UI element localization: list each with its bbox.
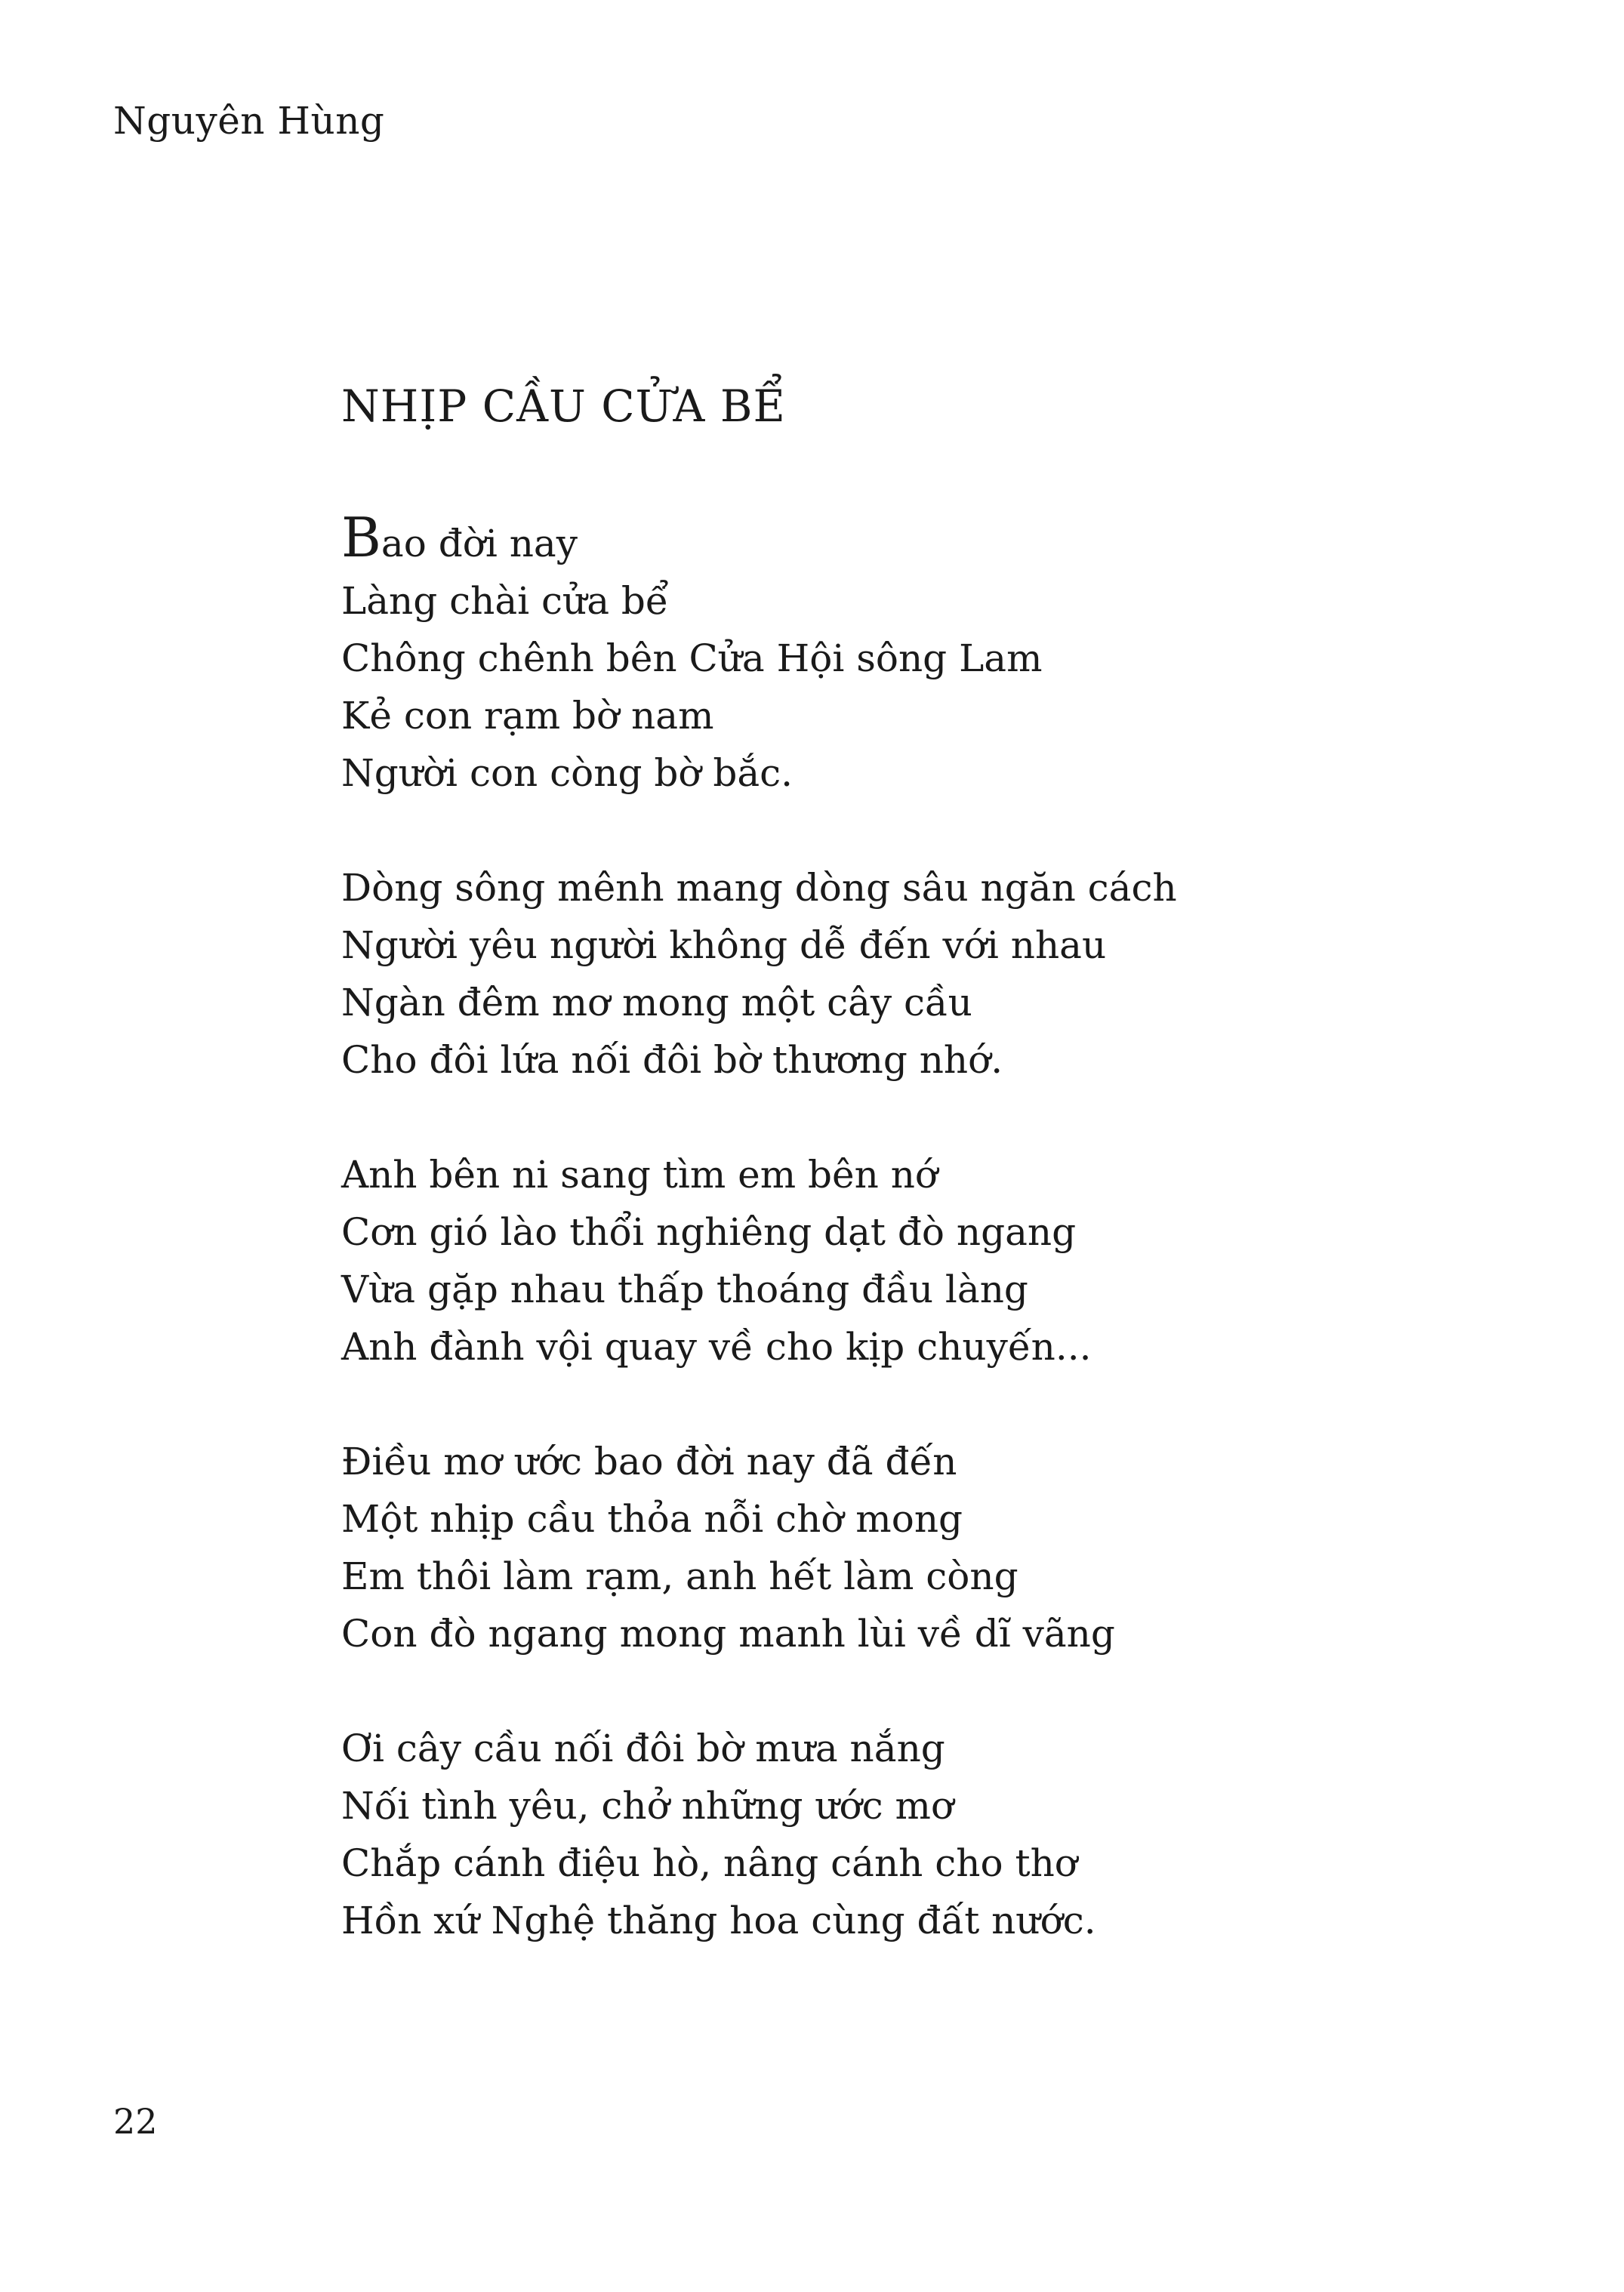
poem-line: Em thôi làm rạm, anh hết làm còng xyxy=(341,1554,1018,1598)
running-head-author: Nguyên Hùng xyxy=(113,99,385,143)
drop-cap-initial: B xyxy=(341,506,381,569)
poem-line: Con đò ngang mong manh lùi về dĩ vãng xyxy=(341,1612,1115,1656)
poem-body xyxy=(341,506,1474,2007)
poem-line: Làng chài cửa bể xyxy=(341,579,669,623)
poem-line: Vừa gặp nhau thấp thoáng đầu làng xyxy=(341,1268,1028,1311)
poem-line-first xyxy=(341,506,1474,572)
poem-line: Người con còng bờ bắc. xyxy=(341,751,794,795)
poem-line: Cơn gió lào thổi nghiêng dạt đò ngang xyxy=(341,1210,1077,1254)
stanza-1 xyxy=(341,506,1474,802)
poem-line: Cho đôi lứa nối đôi bờ thương nhớ. xyxy=(341,1038,1003,1082)
poem-line: Điều mơ ước bao đời nay đã đến xyxy=(341,1440,957,1483)
poem-line-text: ao đời nay xyxy=(381,522,578,565)
poem-line: Người yêu người không dễ đến với nhau xyxy=(341,923,1107,967)
poem-title: NHỊP CẦU CỬA BỂ xyxy=(341,380,786,432)
page-number: 22 xyxy=(113,2101,158,2142)
stanza-5 xyxy=(341,1720,1474,1949)
poem-line: Anh bên ni sang tìm em bên nớ xyxy=(341,1153,938,1197)
poem-line: Dòng sông mênh mang dòng sâu ngăn cách xyxy=(341,866,1177,910)
poem-line: Nối tình yêu, chở những ước mơ xyxy=(341,1784,954,1828)
poem-line: Chắp cánh điệu hò, nâng cánh cho thơ xyxy=(341,1841,1077,1885)
poem-line: Ơi cây cầu nối đôi bờ mưa nắng xyxy=(341,1727,945,1770)
poem-line: Hồn xứ Nghệ thăng hoa cùng đất nước. xyxy=(341,1899,1096,1942)
poem-line: Chông chênh bên Cửa Hội sông Lam xyxy=(341,636,1043,680)
stanza-3 xyxy=(341,1146,1474,1376)
poem-line: Anh đành vội quay về cho kịp chuyến... xyxy=(341,1325,1092,1369)
poem-line: Ngàn đêm mơ mong một cây cầu xyxy=(341,981,972,1024)
poem-line: Kẻ con rạm bờ nam xyxy=(341,694,714,738)
stanza-4 xyxy=(341,1433,1474,1662)
stanza-2 xyxy=(341,859,1474,1089)
poem-line: Một nhịp cầu thỏa nỗi chờ mong xyxy=(341,1497,963,1541)
